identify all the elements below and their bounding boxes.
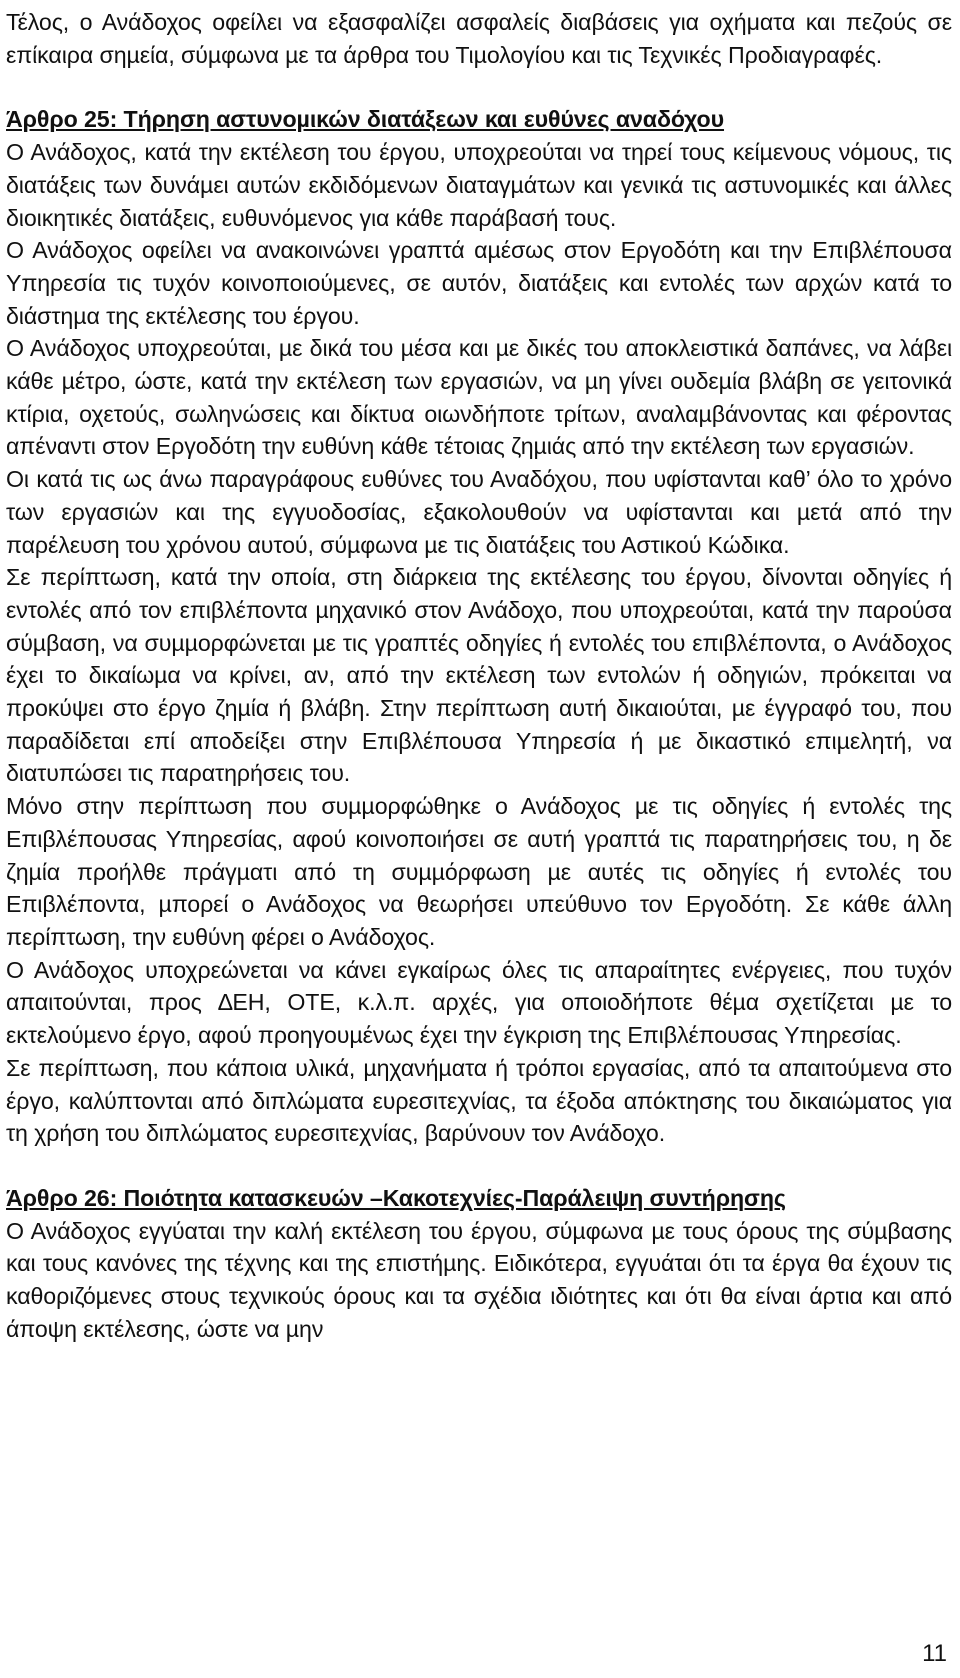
spacer xyxy=(6,1150,952,1182)
article-25-paragraph: Μόνο στην περίπτωση που συµµορφώθηκε ο Ανάδοχος µε τις οδηγίες ή εντολές της Επιβλέπουσας Υπηρεσίας, αφού κοινοποιήσει σε αυτή γραπτά τις παρατηρήσεις του, η δε ζηµία προήλθε πράγµατι από τη συµµόρφωση µε αυτές τις οδηγίες ή εντολές του Επιβλέποντα, µπορεί ο Ανάδοχος να θεωρήσει υπεύθυνο τον Εργοδότη. Σε κάθε άλλη περίπτωση, την ευθύνη φέρει ο Ανάδοχος. xyxy=(6,793,952,950)
page-number: 11 xyxy=(922,1640,947,1667)
intro-paragraph: Τέλος, ο Ανάδοχος οφείλει να εξασφαλίζει ασφαλείς διαβάσεις για οχήματα και πεζούς σε επίκαιρα σηµεία, σύµφωνα µε τα άρθρα του Τιµολογίου και τις Τεχνικές Προδιαγραφές. xyxy=(6,9,952,68)
article-25-paragraph: Ο Ανάδοχος υποχρεούται, µε δικά του µέσα και µε δικές του αποκλειστικά δαπάνες, να λάβει κάθε µέτρο, ώστε, κατά την εκτέλεση των εργασιών, να µη γίνει ουδεµία βλάβη σε γειτονικά κτίρια, οχετούς, σωληνώσεις και δίκτυα οιωνδήποτε τρίτων, αναλαµβάνοντας και φέροντας απέναντι στον Εργοδότη την ευθύνη κάθε τέτοιας ζηµιάς από την εκτέλεση των εργασιών. xyxy=(6,335,952,460)
article-26-heading: Άρθρο 26: Ποιότητα κατασκευών –Κακοτεχνίες-Παράλειψη συντήρησης xyxy=(6,1184,786,1211)
article-25-paragraph: Ο Ανάδοχος, κατά την εκτέλεση του έργου, υποχρεούται να τηρεί τους κείµενους νόµους, τις διατάξεις των δυνάµει αυτών εκδιδόµενων διαταγµάτων και γενικά τις αστυνοµικές και άλλες διοικητικές διατάξεις, ευθυνόµενος για κάθε παράβασή τους. xyxy=(6,139,952,231)
article-25-paragraph: Σε περίπτωση, που κάποια υλικά, µηχανήµατα ή τρόποι εργασίας, από τα απαιτούµενα στο έργο, καλύπτονται από διπλώµατα ευρεσιτεχνίας, τα έξοδα απόκτησης του δικαιώµατος για τη χρήση του διπλώµατος ευρεσιτεχνίας, βαρύνουν τον Ανάδοχο. xyxy=(6,1054,952,1147)
spacer xyxy=(6,71,952,103)
article-25-paragraph: Ο Ανάδοχος οφείλει να ανακοινώνει γραπτά αµέσως στον Εργοδότη και την Επιβλέπουσα Υπηρεσία τις τυχόν κοινοποιούµενες, σε αυτόν, διατάξεις και εντολές των αρχών κατά το διάστηµα της εκτέλεσης του έργου. xyxy=(6,237,952,329)
article-25-heading: Άρθρο 25: Τήρηση αστυνοµικών διατάξεων και ευθύνες αναδόχου xyxy=(6,106,725,133)
article-26-paragraph: Ο Ανάδοχος εγγύαται την καλή εκτέλεση του έργου, σύµφωνα µε τους όρους της σύµβασης και τους κανόνες της τέχνης και της επιστήµης. Ειδικότερα, εγγυάται ότι τα έργα θα έχουν τις καθοριζόµενες στους τεχνικούς όρους και τα σχέδια ιδιότητες και ότι θα είναι άρτια και από άποψη εκτέλεσης, ώστε να µην xyxy=(6,1217,952,1342)
document-body xyxy=(6,6,952,1345)
article-25-paragraph: Σε περίπτωση, κατά την οποία, στη διάρκεια της εκτέλεσης του έργου, δίνονται οδηγίες ή εντολές από τον επιβλέποντα µηχανικό στον Ανάδοχο, που υποχρεούται, κατά την παρούσα σύµβαση, να συµµορφώνεται µε τις γραπτές οδηγίες ή εντολές του επιβλέποντα, ο Ανάδοχος έχει το δικαίωµα να κρίνει, αν, από την εκτέλεση των εντολών ή οδηγιών, πρόκειται να προκύψει στο έργο ζηµία ή βλάβη. Στην περίπτωση αυτή δικαιούται, µε έγγραφό του, που παραδίδεται επί αποδείξει στην Επιβλέπουσα Υπηρεσία ή µε δικαστικό επιµελητή, να διατυπώσει τις παρατηρήσεις του. xyxy=(6,564,952,787)
article-25-paragraph: Ο Ανάδοχος υποχρεώνεται να κάνει εγκαίρως όλες τις απαραίτητες ενέργειες, που τυχόν απαιτούνται, προς ∆ΕΗ, ΟΤΕ, κ.λ.π. αρχές, για οποιοδήποτε θέµα σχετίζεται µε το εκτελούµενο έργο, αφού προηγουµένως έχει την έγκριση της Επιβλέπουσας Υπηρεσίας. xyxy=(6,956,952,1049)
article-25-paragraph: Οι κατά τις ως άνω παραγράφους ευθύνες του Αναδόχου, που υφίστανται καθ’ όλο το χρόνο των εργασιών και της εγγυοδοσίας, εξακολουθούν να υφίστανται και µετά από την παρέλευση του χρόνου αυτού, σύµφωνα µε τις διατάξεις του Αστικού Κώδικα. xyxy=(6,466,952,558)
